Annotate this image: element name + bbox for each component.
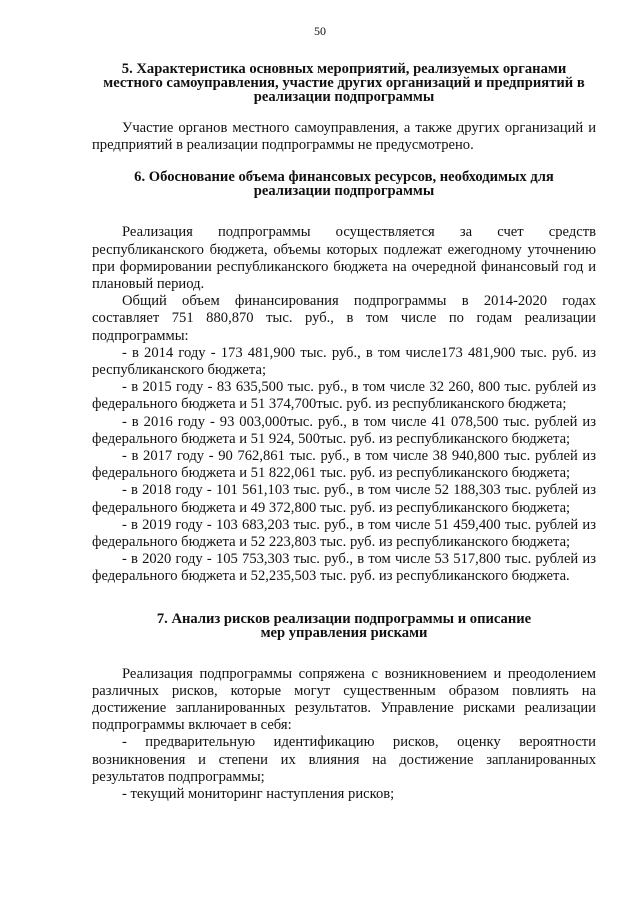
section-5-heading-line: местного самоуправления, участие других организаций и предприятий в xyxy=(103,75,585,91)
funding-year-item: - в 2020 году - 105 753,303 тыс. руб., в том числе 53 517,800 тыс. рублей из федерального бюджета и 52,235,503 тыс. руб. из республиканского бюджета. xyxy=(92,551,596,585)
section-6-heading-line: реализации подпрограммы xyxy=(253,183,435,200)
risk-measure-item: - предварительную идентификацию рисков, оценку вероятности возникновения и степени их влияния на достижение запланированных результатов подпрограммы; xyxy=(92,734,596,785)
section-5-heading-line: 5. Характеристика основных мероприятий, реализуемых органами xyxy=(121,61,567,77)
section-7-heading-line: мер управления рисками xyxy=(260,624,428,641)
section-6-paragraph: Общий объем финансирования подпрограммы в 2014-2020 годах составляет 751 880,870 тыс. руб., в том числе по годам реализации подпрограммы: xyxy=(92,293,596,344)
section-6-heading-line: 6. Обоснование объема финансовых ресурсов, необходимых для xyxy=(134,169,554,186)
funding-year-item: - в 2015 году - 83 635,500 тыс. руб., в том числе 32 260, 800 тыс. рублей из федерального бюджета и 51 374,700тыс. руб. из республиканского бюджета; xyxy=(92,379,596,413)
section-5-heading xyxy=(92,62,596,104)
section-7-heading-line: 7. Анализ рисков реализации подпрограммы и описание xyxy=(156,610,532,627)
funding-year-item: - в 2017 году - 90 762,861 тыс. руб., в том числе 38 940,800 тыс. рублей из федерального бюджета и 51 822,061 тыс. руб. из республиканского бюджета; xyxy=(92,448,596,482)
funding-year-item: - в 2014 году - 173 481,900 тыс. руб., в том числе173 481,900 тыс. руб. из республиканского бюджета; xyxy=(92,344,596,379)
risk-measure-item: - текущий мониторинг наступления рисков; xyxy=(122,786,395,803)
funding-year-item: - в 2018 году - 101 561,103 тыс. руб., в том числе 52 188,303 тыс. рублей из федерального бюджета и 49 372,800 тыс. руб. из республиканского бюджета; xyxy=(92,482,596,516)
page-number: 50 xyxy=(314,24,326,38)
section-7-heading xyxy=(92,612,596,640)
funding-year-item: - в 2016 году - 93 003,000тыс. руб., в том числе 41 078,500 тыс. рублей из федерального бюджета и 51 924, 500тыс. руб. из республиканского бюджета; xyxy=(92,413,596,447)
page-content xyxy=(92,62,596,803)
section-5-heading-line: реализации подпрограммы xyxy=(253,89,435,105)
section-7-paragraph: Реализация подпрограммы сопряжена с возникновением и преодолением различных рисков, которые могут существенным образом повлиять на достижение запланированных результатов. Управление рисками реализации подпрограммы включает в себя: xyxy=(92,665,596,734)
funding-year-item: - в 2019 году - 103 683,203 тыс. руб., в том числе 51 459,400 тыс. рублей из федерального бюджета и 52 223,803 тыс. руб. из республиканского бюджета; xyxy=(92,516,596,551)
section-5-paragraph: Участие органов местного самоуправления, а также других организаций и предприятий в реализации подпрограммы не предусмотрено. xyxy=(92,120,596,154)
section-6-heading xyxy=(92,170,596,198)
section-6-paragraph: Реализация подпрограммы осуществляется за счет средств республиканского бюджета, объемы которых подлежат ежегодному уточнению при формировании республиканского бюджета на очередной финансовый год и плановый период. xyxy=(92,224,596,293)
